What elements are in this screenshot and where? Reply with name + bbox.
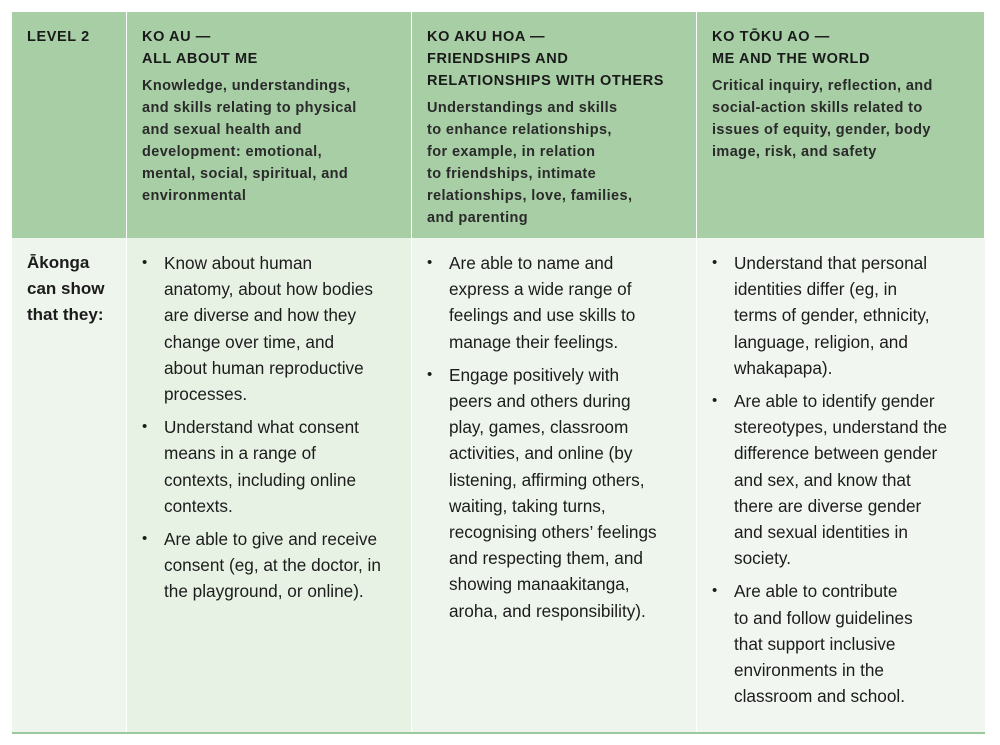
bullet-icon: • [712,254,718,271]
column-title: KO AKU HOA — FRIENDSHIPS AND RELATIONSHIPS WITH OTHERS [427,29,665,89]
list-item [712,388,973,571]
list-item [712,250,973,381]
list-item [427,362,684,624]
list-item [142,414,399,519]
list-item-text: Are able to give and receive consent (eg, at the doctor, in the playground, or online). [164,529,381,602]
list-item [427,250,684,355]
column-title: KO TŌKU AO — ME AND THE WORLD [712,29,871,67]
list-item-text: Know about human anatomy, about how bodies are diverse and how they change over time, and about human reproductive processes. [164,253,373,405]
level-header-cell [12,12,127,238]
list-item-text: Are able to contribute to and follow guidelines that support inclusive environments in the classroom and school. [734,581,913,707]
column-header-ko-toku-ao [697,12,985,238]
column-description: Knowledge, understandings, and skills relating to physical and sexual health and development: emotional, mental, social, spiritual, and environmental [142,78,357,204]
column-body-ko-au [127,238,412,732]
list-item-text: Understand that personal identities differ (eg, in terms of gender, ethnicity, language, religion, and whakapapa). [734,253,930,378]
column-body-ko-aku-hoa [412,238,697,732]
column-header-ko-au [127,12,412,238]
bullet-icon: • [142,254,148,271]
column-description: Critical inquiry, reflection, and social-action skills related to issues of equity, gender, body image, risk, and safety [712,78,933,160]
column-body-ko-toku-ao [697,238,985,732]
bullet-icon: • [142,530,148,548]
column-title: KO AU — ALL ABOUT ME [142,29,258,67]
row-label: Ākonga can show that they: [27,253,105,324]
list-item-text: Understand what consent means in a range of contexts, including online contexts. [164,417,359,516]
column-description: Understandings and skills to enhance relationships, for example, in relation to friendships, intimate relationships, love, families, and parenting [427,100,633,226]
bullet-icon: • [427,365,433,383]
list-item-text: Are able to identify gender stereotypes, understand the difference between gender and sex, and know that there are diverse gender and sexual identities in society. [734,391,948,569]
bullet-list [142,250,399,605]
bullet-icon: • [142,418,148,436]
curriculum-table [12,12,985,734]
column-header-ko-aku-hoa [412,12,697,238]
list-item-text: Are able to name and express a wide range of feelings and use skills to manage their feelings. [449,253,636,352]
bullet-icon: • [712,392,718,410]
row-label-cell [12,238,127,732]
bullet-list [427,250,684,624]
bullet-icon: • [427,254,433,271]
list-item [712,578,973,709]
level-label: LEVEL 2 [27,29,90,45]
bullet-icon: • [712,582,718,600]
list-item [142,250,399,407]
list-item-text: Engage positively with peers and others during play, games, classroom activities, and online (by listening, affirming others, waiting, taking turns, recognising others’ feelings and respecting them, and showing manaakitanga, aroha, and responsibility). [449,364,657,621]
bullet-list [712,250,973,709]
list-item [142,526,399,605]
